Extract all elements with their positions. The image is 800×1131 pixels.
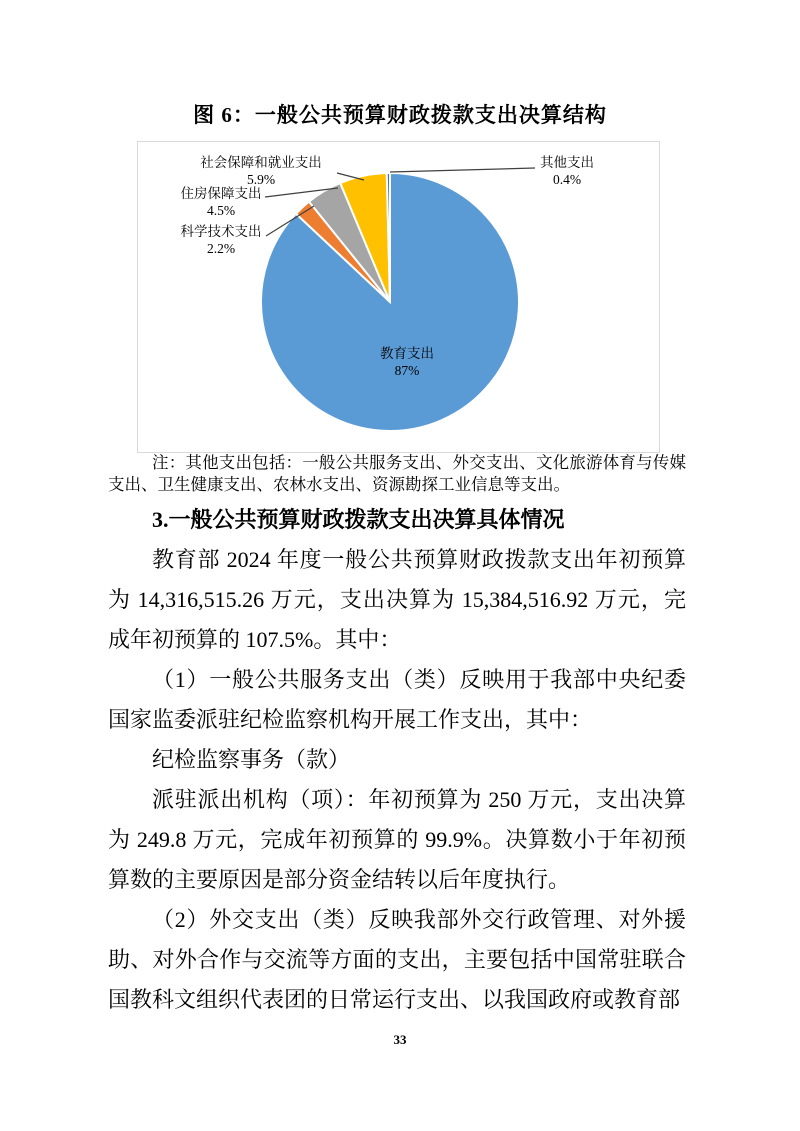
pie-label-science-tech: [121, 223, 321, 257]
pie-label-other-name: 其他支出: [540, 155, 594, 170]
figure-title: 图 6：一般公共预算财政拨款支出决算结构: [193, 103, 607, 127]
paragraph-budget-summary: 教育部 2024 年度一般公共预算财政拨款支出年初预算为 14,316,515.26 万元，支出决算为 15,384,516.92 万元，完成年初预算的 107.5%。其中：: [108, 547, 686, 652]
pie-label-education: [307, 345, 507, 379]
section-heading: 3.一般公共预算财政拨款支出决算具体情况: [152, 507, 565, 532]
pie-label-housing-name: 住房保障支出: [180, 186, 262, 201]
paragraph-dispatched-agencies: 派驻派出机构（项）：年初预算为 250 万元，支出决算为 249.8 万元，完成年初预算的 99.9%。决算数小于年初预算数的主要原因是部分资金结转以后年度执行。: [108, 787, 686, 892]
body-text: [108, 500, 686, 1020]
paragraph-discipline-inspection: 纪检监察事务（款）: [152, 747, 351, 772]
page-number: 33: [393, 1032, 407, 1047]
pie-label-housing-value: 4.5%: [206, 203, 236, 218]
paragraph-general-public-service: （1）一般公共服务支出（类）反映用于我部中央纪委国家监委派驻纪检监察机构开展工作支出，其中：: [108, 667, 686, 732]
pie-label-science-tech-name: 科学技术支出: [180, 224, 262, 239]
paragraph-foreign-affairs: （2）外交支出（类）反映我部外交行政管理、对外援助、对外合作与交流等方面的支出，主要包括中国常驻联合国教科文组织代表团的日常运行支出、以我国政府或教育部: [108, 907, 686, 1012]
pie-label-science-tech-value: 2.2%: [206, 241, 236, 256]
pie-label-social-security-value: 5.9%: [246, 172, 276, 187]
figure-note: 注：其他支出包括：一般公共服务支出、外交支出、文化旅游体育与传媒支出、卫生健康支出、农林水支出、资源勘探工业信息等支出。: [108, 453, 686, 494]
pie-label-other-value: 0.4%: [552, 172, 582, 187]
pie-label-other: [467, 154, 667, 188]
pie-label-housing: [121, 185, 321, 219]
pie-chart: [137, 141, 660, 453]
pie-label-social-security-name: 社会保障和就业支出: [200, 155, 322, 170]
pie-label-education-value: 87%: [394, 363, 420, 378]
pie-label-social-security: [161, 154, 361, 188]
pie-label-education-name: 教育支出: [380, 346, 434, 361]
